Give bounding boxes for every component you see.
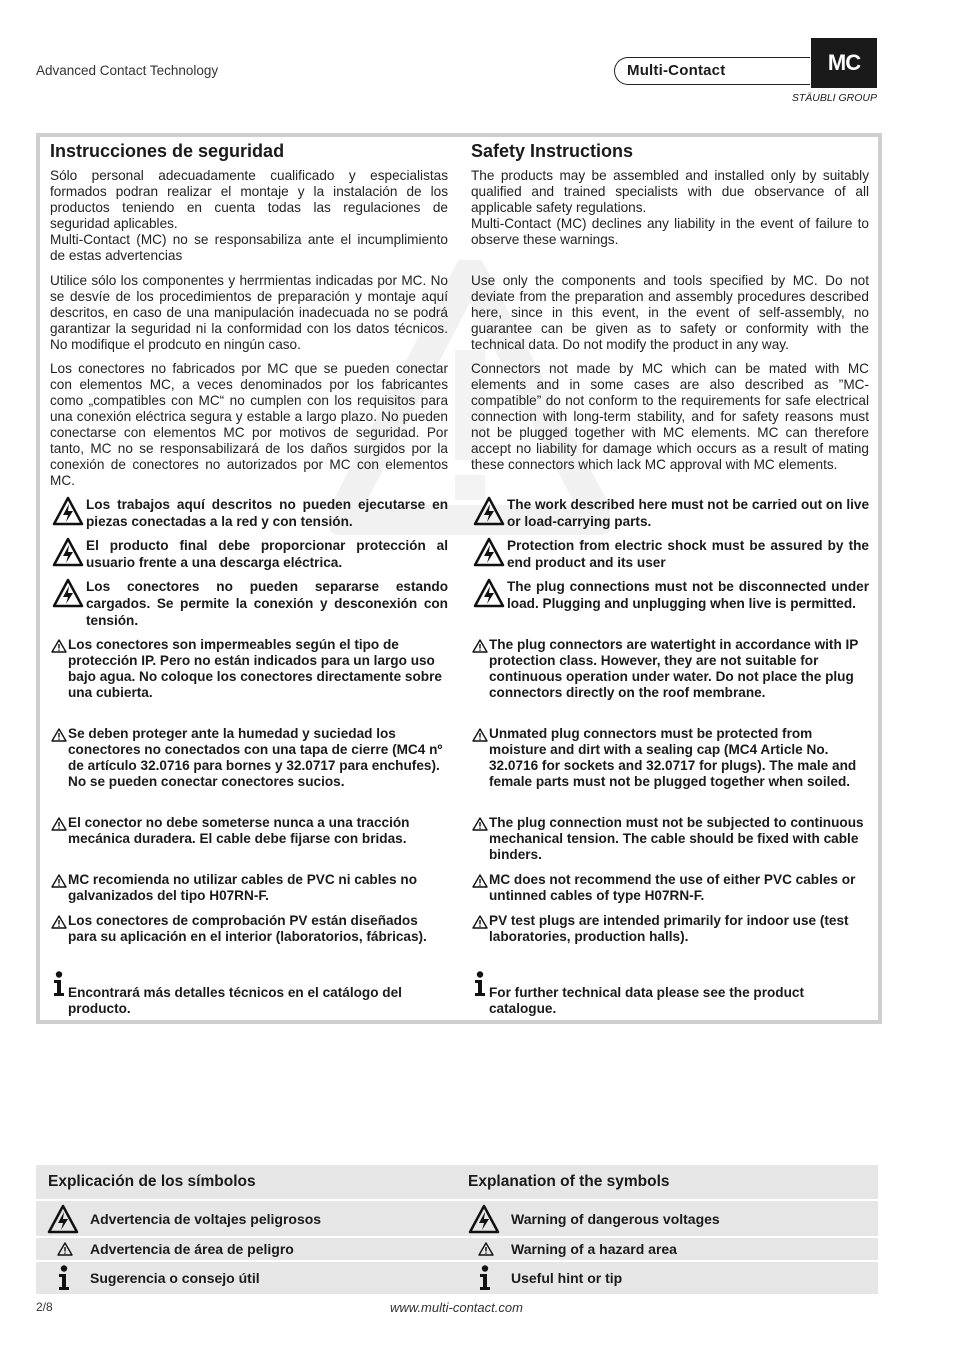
legend-en-title: Explanation of the symbols bbox=[468, 1173, 670, 1190]
en-hazard-4: MC does not recommend the use of either PVC cables or untinned cables of type H07RN-F. bbox=[471, 872, 869, 904]
es-paragraph-1: Sólo personal adecuadamente cualificado y especialistas formados podran realizar el montaje y la instalación de los productos teniendo en cuenta todas las regulaciones de seguridad aplicables. bbox=[50, 168, 448, 231]
hazard-icon bbox=[478, 1242, 494, 1256]
en-voltage-warning-1: The work described here must not be carried out on live or load-carrying parts. bbox=[471, 496, 869, 530]
legend-en-hazard: Warning of a hazard area bbox=[511, 1241, 677, 1257]
hazard-icon bbox=[50, 815, 68, 831]
voltage-warning-icon bbox=[471, 496, 507, 526]
es-title: Instrucciones de seguridad bbox=[50, 141, 285, 161]
es-hazard-2: Se deben proteger ante la humedad y suciedad los conectores no conectados con una tapa de cierre (MC4 nº de artículo 32.0716 para bornes y 32.0717 para enchufes). No se pueden conectar conectores sucios. bbox=[50, 726, 448, 790]
es-info: Encontrará más detalles técnicos en el catálogo del producto. bbox=[50, 971, 448, 1017]
group-name: STÄUBLI GROUP bbox=[791, 92, 877, 104]
voltage-warning-icon bbox=[468, 1204, 500, 1234]
hazard-icon bbox=[471, 726, 489, 742]
legend-en-voltage: Warning of dangerous voltages bbox=[511, 1211, 720, 1227]
page-number: 2/8 bbox=[36, 1300, 53, 1314]
es-hazard-1: Los conectores son impermeables según el tipo de protección IP. Pero no están indicados para un largo uso bajo agua. No coloque los conectores directamente sobre una cubierta. bbox=[50, 637, 448, 701]
es-paragraph-1b: Multi-Contact (MC) no se responsabiliza ante el incumplimiento de estas advertencias bbox=[50, 232, 448, 263]
es-hazard-3: El conector no debe someterse nunca a una tracción mecánica duradera. El cable debe fijarse con bridas. bbox=[50, 815, 448, 847]
es-hazard-4: MC recomienda no utilizar cables de PVC ni cables no galvanizados del tipo H07RN-F. bbox=[50, 872, 448, 904]
voltage-warning-icon bbox=[471, 578, 507, 608]
en-voltage-warning-3: The plug connections must not be disconnected under load. Plugging and unplugging when live is permitted. bbox=[471, 578, 869, 612]
voltage-warning-icon bbox=[50, 496, 86, 526]
legend-en-hint: Useful hint or tip bbox=[511, 1270, 623, 1286]
hazard-icon bbox=[50, 872, 68, 888]
mc-logo: MC bbox=[811, 38, 877, 88]
hazard-icon bbox=[471, 872, 489, 888]
info-icon bbox=[471, 971, 489, 997]
en-title: Safety Instructions bbox=[471, 141, 634, 161]
voltage-warning-icon bbox=[471, 537, 507, 567]
legend-es-title: Explicación de los símbolos bbox=[48, 1173, 256, 1190]
hazard-icon bbox=[50, 726, 68, 742]
en-hazard-1: The plug connectors are watertight in accordance with IP protection class. However, they are not suitable for continuous operation under water. Do not place the plug connectors directly on the roof membrane. bbox=[471, 637, 869, 701]
hazard-icon bbox=[57, 1242, 73, 1256]
hazard-icon bbox=[50, 913, 68, 929]
info-icon bbox=[50, 971, 68, 997]
en-info: For further technical data please see the product catalogue. bbox=[471, 971, 869, 1017]
en-voltage-warning-2: Protection from electric shock must be assured by the end product and its user bbox=[471, 537, 869, 571]
es-voltage-warning-1: Los trabajos aquí descritos no pueden ejecutarse en piezas conectadas a la red y con tensión. bbox=[50, 496, 448, 530]
en-paragraph-1b: Multi-Contact (MC) declines any liability in the event of failure to observe these warnings. bbox=[471, 216, 869, 247]
legend-es-voltage: Advertencia de voltajes peligrosos bbox=[90, 1211, 322, 1227]
en-paragraph-1: The products may be assembled and installed only by suitably qualified and trained specialists with due observance of all applicable safety regulations. bbox=[471, 168, 869, 215]
en-paragraph-2: Use only the components and tools specified by MC. Do not deviate from the preparation and assembly procedures described here, since in this event, in the event of self-assembly, no guarantee can be given as to safety or conformity with the technical data. Do not modify the product in any way. bbox=[471, 273, 869, 352]
en-paragraph-3: Connectors not made by MC which can be mated with MC elements and in some cases are also described as ”MC-compatible” do not conform to the requirements for safe electrical connection with long-term stability, and for safety reasons must not be plugged together with MC elements. MC can therefore accept no liability for damage which occurs as a result of mating these connectors which lack MC approval with MC elements. bbox=[471, 361, 869, 472]
es-voltage-warning-2: El producto final debe proporcionar protección al usuario frente a una descarga eléctrica. bbox=[50, 537, 448, 571]
info-icon bbox=[479, 1265, 491, 1291]
es-voltage-warning-3: Los conectores no pueden separarse estando cargados. Se permite la conexión y desconexión con tensión. bbox=[50, 578, 448, 629]
en-hazard-3: The plug connection must not be subjected to continuous mechanical tension. The cable should be fixed with cable binders. bbox=[471, 815, 869, 863]
legend-es-hazard: Advertencia de área de peligro bbox=[90, 1241, 294, 1257]
es-paragraph-3: Los conectores no fabricados por MC que se pueden conectar con elementos MC, a veces denominados por los fabricantes como „compatibles con MC“ no cumplen con los requisitos para una conexión eléctrica segura y estable a largo plazo. No pueden conectarse con elementos MC por motivos de seguridad. Por tanto, MC no se responsabilizará de los daños surgidos por la conexión de conectores no autorizados por MC con elementos MC. bbox=[50, 361, 448, 488]
voltage-warning-icon bbox=[50, 537, 86, 567]
brand-name: Multi-Contact bbox=[627, 62, 726, 79]
voltage-warning-icon bbox=[50, 578, 86, 608]
website-link[interactable]: www.multi-contact.com bbox=[390, 1300, 523, 1315]
es-paragraph-2: Utilice sólo los componentes y herrmientas indicadas por MC. No se desvíe de los procedimientos de preparación y montaje aquí descritos, en caso de una manipulación inadecuada no se podrá garantizar la seguridad ni la conformidad con los datos técnicos. No modifique el prodcuto en ningún caso. bbox=[50, 273, 448, 352]
hazard-icon bbox=[471, 637, 489, 653]
en-hazard-5: PV test plugs are intended primarily for indoor use (test laboratories, production halls). bbox=[471, 913, 869, 945]
hazard-icon bbox=[471, 815, 489, 831]
hazard-icon bbox=[50, 637, 68, 653]
voltage-warning-icon bbox=[47, 1204, 79, 1234]
es-hazard-5: Los conectores de comprobación PV están diseñados para su aplicación en el interior (laboratorios, fábricas). bbox=[50, 913, 448, 945]
en-hazard-2: Unmated plug connectors must be protected from moisture and dirt with a sealing cap (MC4 Article No. 32.0716 for sockets and 32.0717 for plugs). The male and female parts must not be plugged together when soiled. bbox=[471, 726, 869, 790]
info-icon bbox=[58, 1265, 70, 1291]
legend-es-hint: Sugerencia o consejo útil bbox=[90, 1270, 260, 1286]
tagline: Advanced Contact Technology bbox=[36, 63, 219, 78]
hazard-icon bbox=[471, 913, 489, 929]
